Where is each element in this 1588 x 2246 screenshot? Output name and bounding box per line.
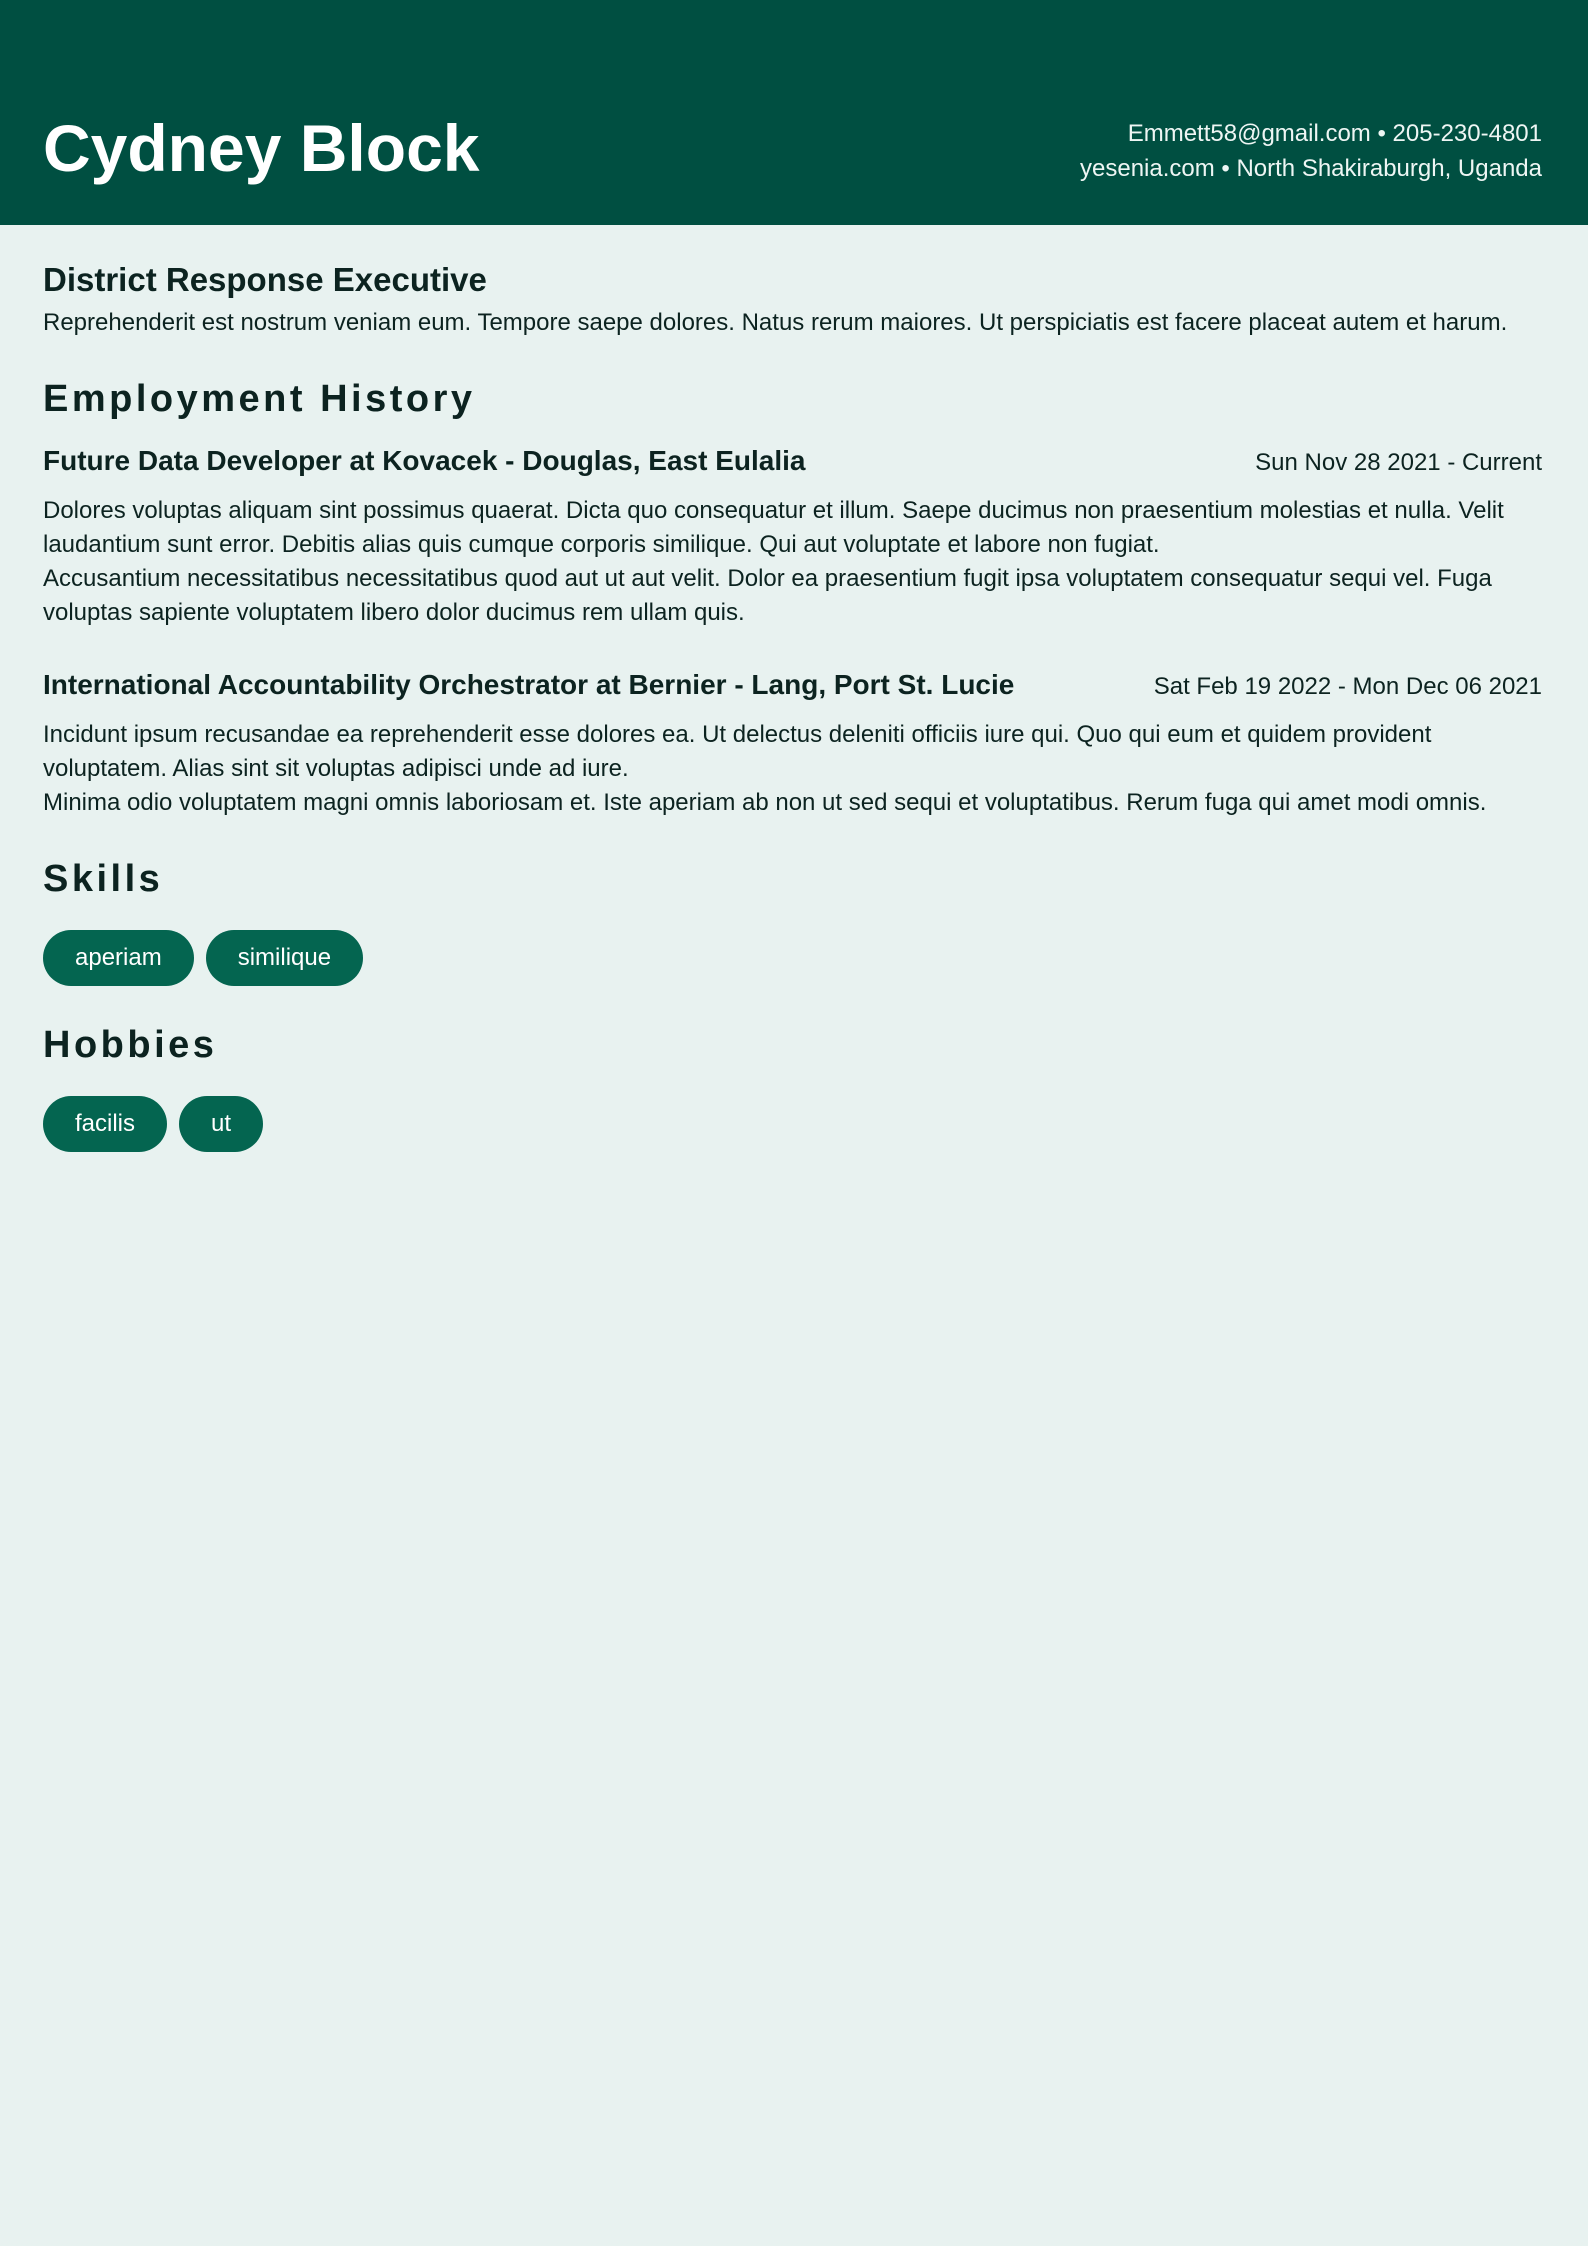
job-title: International Accountability Orchestrator at Bernier - Lang, Port St. Lucie — [43, 669, 1015, 700]
hobbies-list — [43, 1096, 1542, 1152]
resume-body — [0, 225, 1588, 1152]
skill-tag: similique — [206, 930, 363, 986]
skills-section — [43, 854, 1542, 986]
summary-section — [43, 259, 1542, 340]
skills-heading: Skills — [43, 858, 164, 900]
hobby-tag: ut — [179, 1096, 263, 1152]
job-description — [43, 718, 1542, 820]
hobbies-heading: Hobbies — [43, 1024, 218, 1066]
resume-header — [0, 0, 1588, 225]
summary-text: Reprehenderit est nostrum veniam eum. Tempore saepe dolores. Natus rerum maiores. Ut perspiciatis est facere placeat autem et harum. — [43, 309, 1508, 336]
job-description-paragraph: Dolores voluptas aliquam sint possimus quaerat. Dicta quo consequatur et illum. Saepe ducimus non praesentium molestias et nulla. Velit laudantium sunt error. Debitis alias quis cumque corporis similique. Qui aut voluptate et labore non fugiat. — [43, 497, 1504, 558]
job-entry — [43, 442, 1542, 630]
contact-line-website-location: yesenia.com • North Shakiraburgh, Uganda — [1080, 155, 1542, 182]
job-dates: Sun Nov 28 2021 - Current — [1255, 449, 1542, 476]
candidate-name: Cydney Block — [43, 111, 480, 185]
employment-heading: Employment History — [43, 378, 476, 420]
job-dates: Sat Feb 19 2022 - Mon Dec 06 2021 — [1153, 673, 1542, 700]
hobby-tag: facilis — [43, 1096, 167, 1152]
job-entry — [43, 666, 1542, 820]
job-title: Future Data Developer at Kovacek - Douglas, East Eulalia — [43, 445, 806, 476]
summary-title: District Response Executive — [43, 261, 487, 298]
job-header — [43, 442, 1542, 482]
contact-info — [1080, 116, 1542, 186]
skill-tag: aperiam — [43, 930, 194, 986]
job-description-paragraph: Incidunt ipsum recusandae ea reprehenderit esse dolores ea. Ut delectus deleniti officiis iure qui. Quo qui eum et quidem provident voluptatem. Alias sint sit voluptas adipisci unde ad iure. — [43, 721, 1432, 782]
contact-line-email-phone: Emmett58@gmail.com • 205-230-4801 — [1127, 120, 1542, 147]
hobbies-section — [43, 1020, 1542, 1152]
job-description-paragraph: Minima odio voluptatem magni omnis laboriosam et. Iste aperiam ab non ut sed sequi et voluptatibus. Rerum fuga qui amet modi omnis. — [43, 789, 1487, 816]
job-description-paragraph: Accusantium necessitatibus necessitatibus quod aut ut aut velit. Dolor ea praesentium fugit ipsa voluptatem consequatur sequi vel. Fuga voluptas sapiente voluptatem libero dolor ducimus rem ullam quis. — [43, 565, 1492, 626]
employment-section — [43, 374, 1542, 820]
job-header — [43, 666, 1542, 706]
skills-list — [43, 930, 1542, 986]
job-description — [43, 494, 1542, 630]
